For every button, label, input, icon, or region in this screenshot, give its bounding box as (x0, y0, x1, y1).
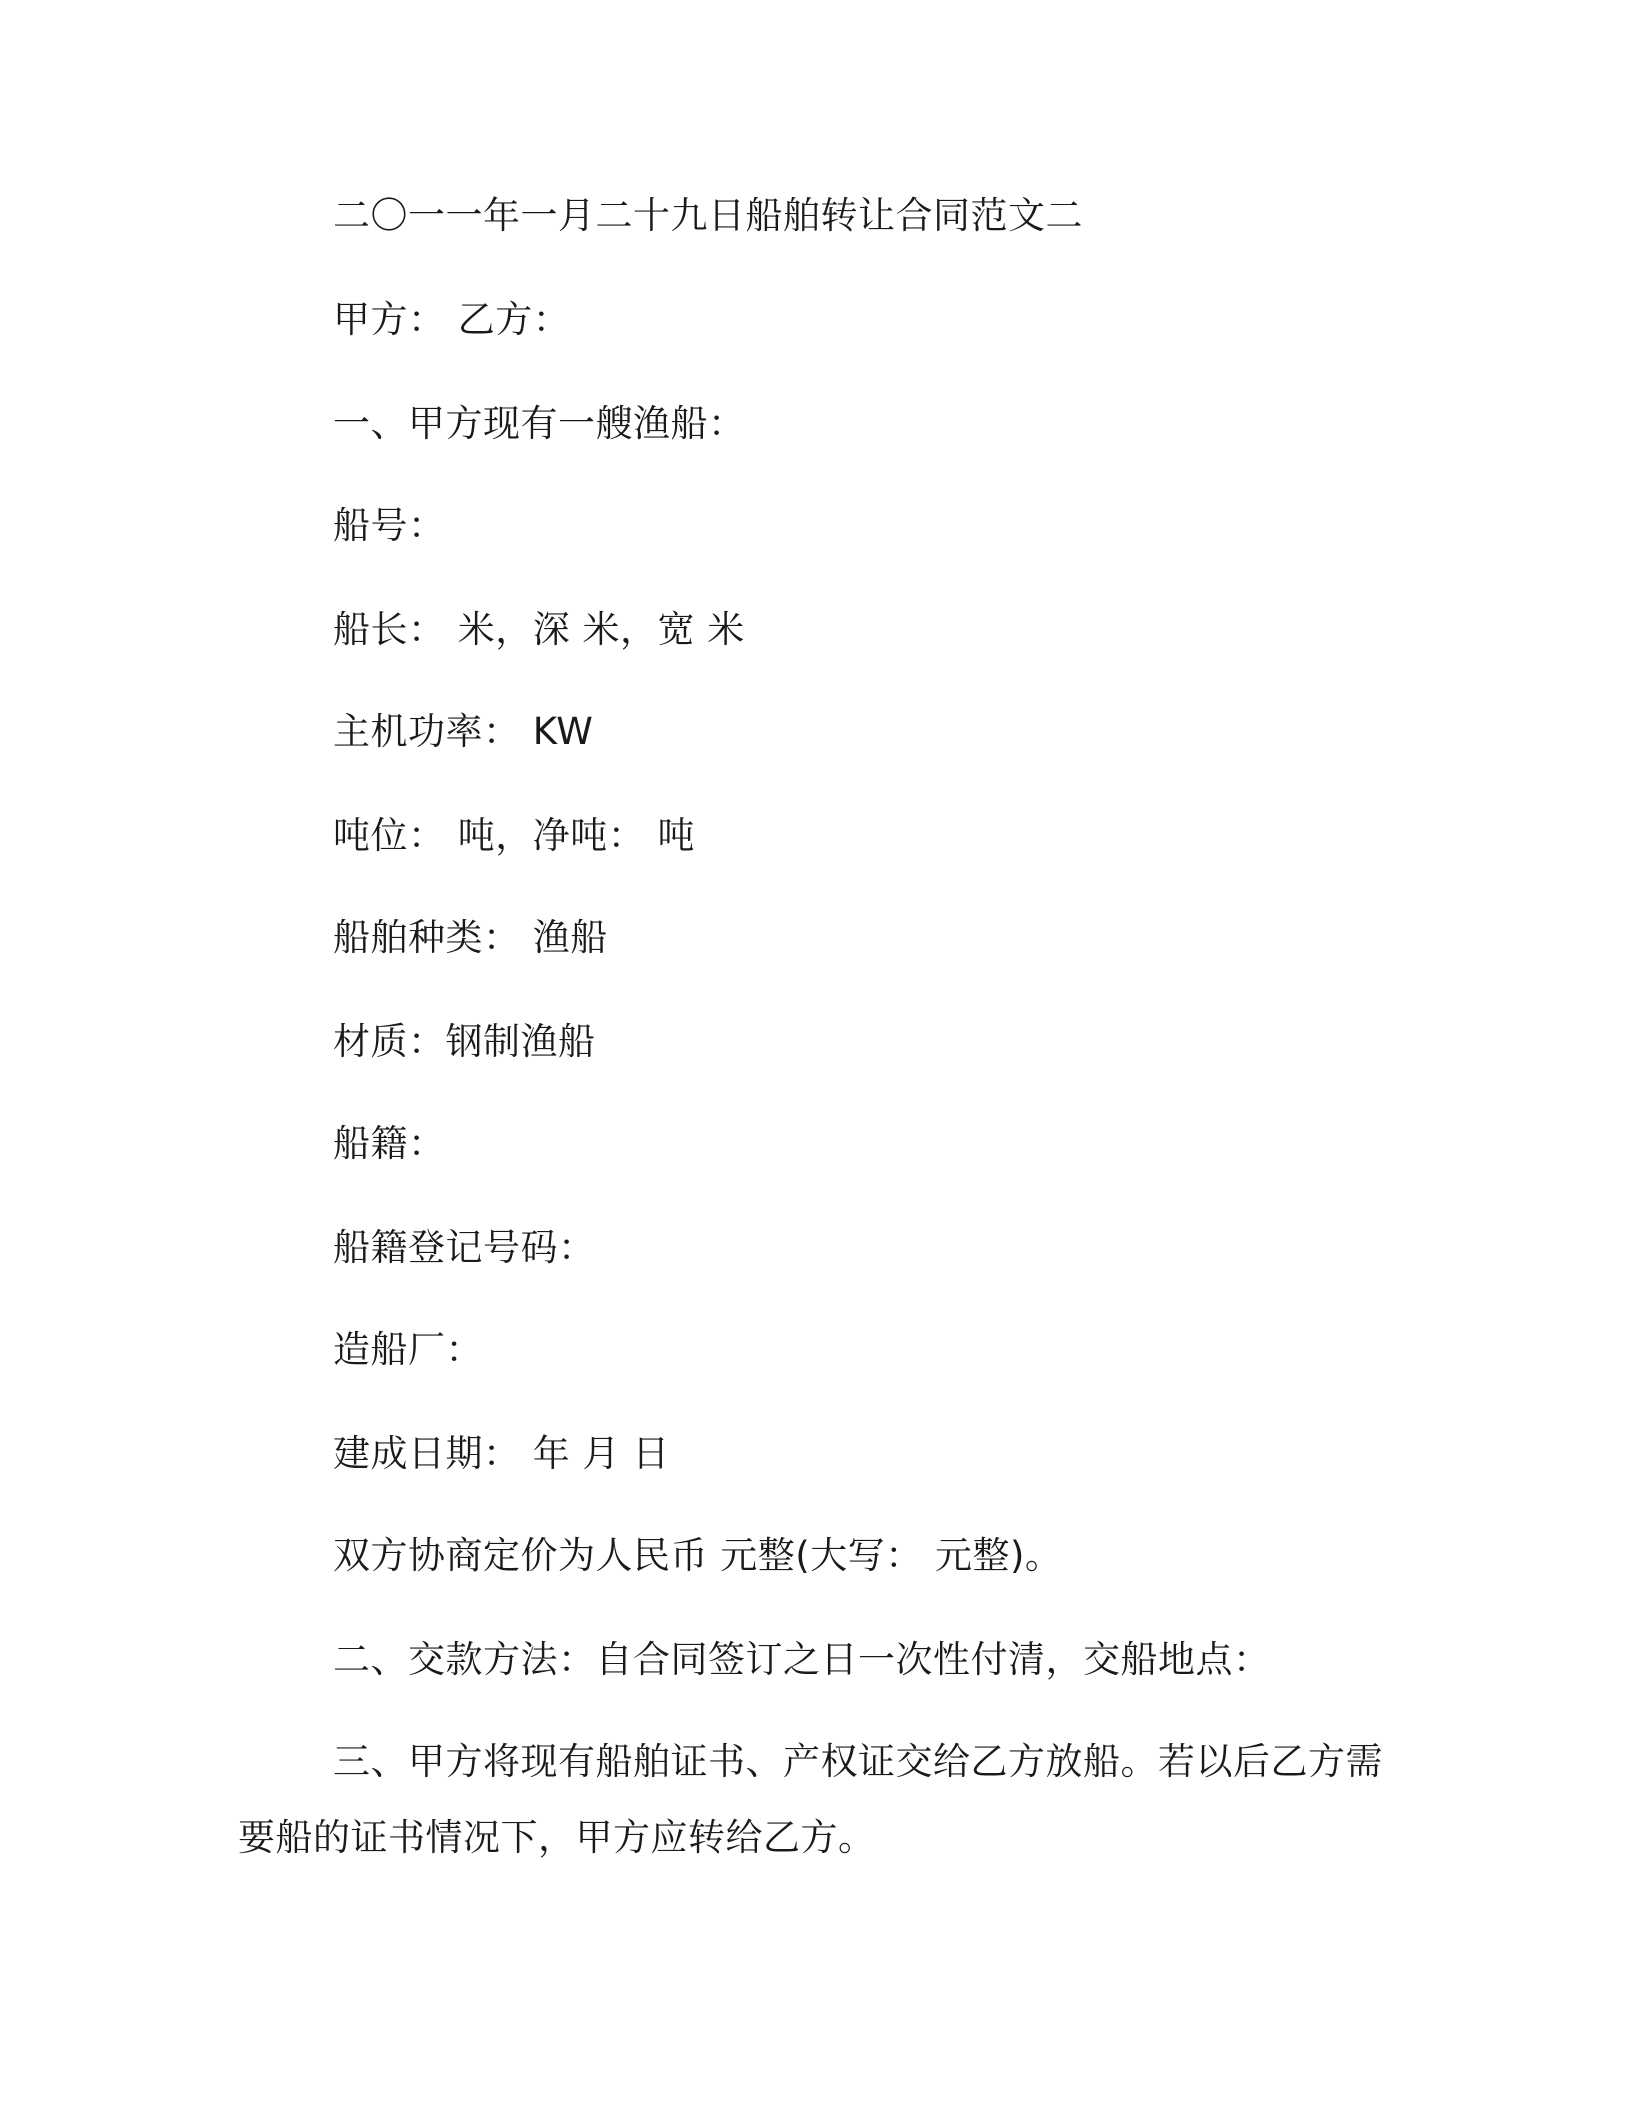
registry-field: 船籍： (333, 1122, 446, 1165)
dimensions-field: 船长： 米，深 米，宽 米 (333, 608, 745, 651)
ship-number-field: 船号： (333, 504, 446, 547)
section-1-heading: 一、甲方现有一艘渔船： (333, 402, 746, 445)
ship-type-field: 船舶种类： 渔船 (333, 916, 608, 959)
shipyard-field: 造船厂： (333, 1328, 483, 1371)
section-2-payment: 二、交款方法：自合同签订之日一次性付清，交船地点： (333, 1638, 1271, 1681)
document-title: 二〇一一年一月二十九日船舶转让合同范文二 (333, 194, 1083, 237)
build-date-field: 建成日期： 年 月 日 (333, 1432, 670, 1475)
tonnage-field: 吨位： 吨，净吨： 吨 (333, 814, 696, 857)
price-clause: 双方协商定价为人民币 元整(大写： 元整)。 (333, 1534, 1063, 1577)
registry-number-field: 船籍登记号码： (333, 1226, 596, 1269)
engine-power-field: 主机功率： KW (333, 710, 594, 753)
parties-line: 甲方： 乙方： (333, 298, 571, 341)
material-field: 材质：钢制渔船 (333, 1020, 596, 1063)
section-3-certificates: 三、甲方将现有船舶证书、产权证交给乙方放船。若以后乙方需要船的证书情况下，甲方应转给乙方。 (238, 1740, 1383, 1859)
